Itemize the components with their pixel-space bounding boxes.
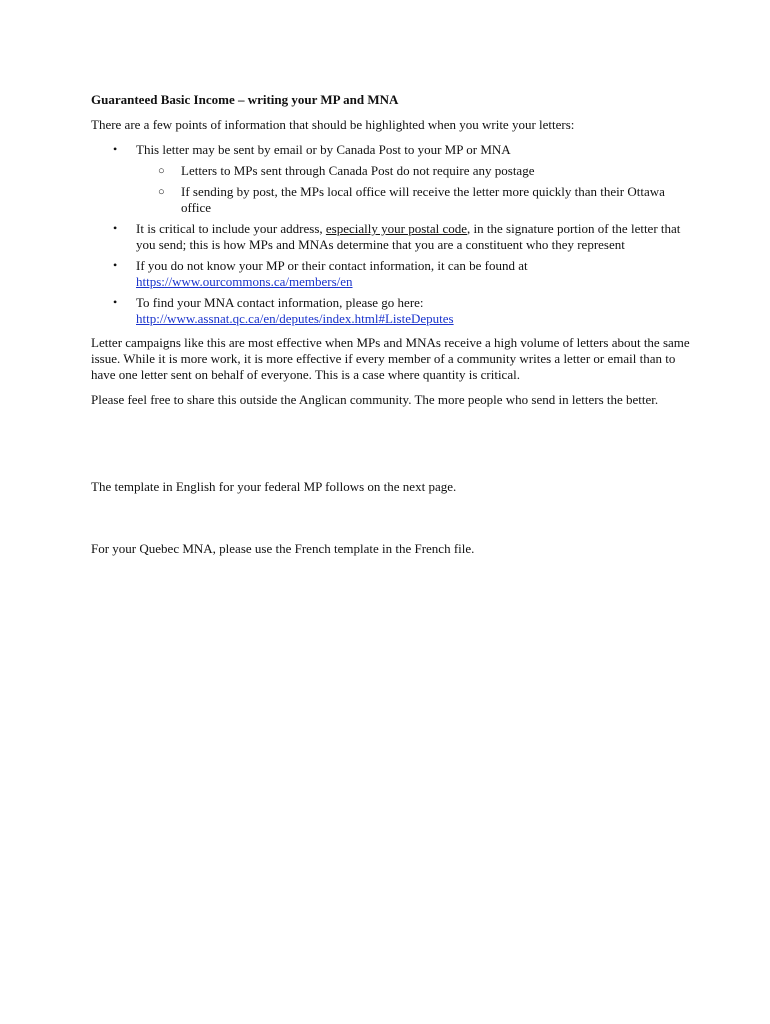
blank-space — [91, 504, 691, 541]
intro-paragraph: There are a few points of information that should be highlighted when you write your letters: — [91, 117, 575, 132]
sub-points-list — [136, 163, 691, 216]
bullet-icon: • — [113, 221, 118, 235]
list-item-find-mna — [91, 295, 691, 327]
list-item-text: To find your MNA contact information, please go here: — [136, 295, 424, 310]
english-template-note: The template in English for your federal MP follows on the next page. — [91, 479, 457, 494]
list-item-find-mp — [91, 258, 691, 290]
postal-code-emphasis: especially your postal code — [325, 221, 468, 236]
effectiveness-paragraph: Letter campaigns like this are most effective when MPs and MNAs receive a high volume of letters about the same issue. While it is more work, it is more effective if every member of a community writes a letter or email than to have one letter sent on behalf of everyone. This is a case where quantity is critical. — [91, 335, 690, 382]
french-template-note: For your Quebec MNA, please use the French template in the French file. — [91, 541, 475, 556]
circle-bullet-icon: ○ — [158, 186, 165, 198]
sub-list-item-postage — [136, 163, 691, 179]
list-item-address — [91, 221, 691, 253]
share-paragraph: Please feel free to share this outside the Anglican community. The more people who send in letters the better. — [91, 392, 659, 407]
list-item-text: If you do not know your MP or their contact information, it can be found at — [136, 258, 528, 273]
circle-bullet-icon: ○ — [158, 165, 165, 177]
ourcommons-link[interactable]: https://www.ourcommons.ca/members/en — [136, 274, 353, 289]
list-item-send-method — [91, 142, 691, 216]
bullet-icon: • — [113, 295, 118, 309]
list-item-text-before: It is critical to include your address, — [136, 221, 326, 236]
bullet-icon: • — [113, 258, 118, 272]
sub-list-item-text: If sending by post, the MPs local office will receive the letter more quickly than their Ottawa office — [181, 184, 665, 215]
assnat-link[interactable]: http://www.assnat.qc.ca/en/deputes/index.html#ListeDeputes — [136, 311, 454, 326]
blank-space — [91, 417, 691, 479]
sub-list-item-local-office — [136, 184, 691, 216]
list-item-text: This letter may be sent by email or by Canada Post to your MP or MNA — [136, 142, 511, 157]
bullet-icon: • — [113, 142, 118, 156]
sub-list-item-text: Letters to MPs sent through Canada Post do not require any postage — [181, 163, 535, 178]
points-list — [91, 142, 691, 327]
document-heading: Guaranteed Basic Income – writing your MP and MNA — [91, 92, 399, 107]
list-item-text-after: , in the signature portion of the letter that you send; this is how MPs and MNAs determine that you are a constituent who they represent — [136, 221, 681, 252]
document-page — [91, 92, 691, 566]
